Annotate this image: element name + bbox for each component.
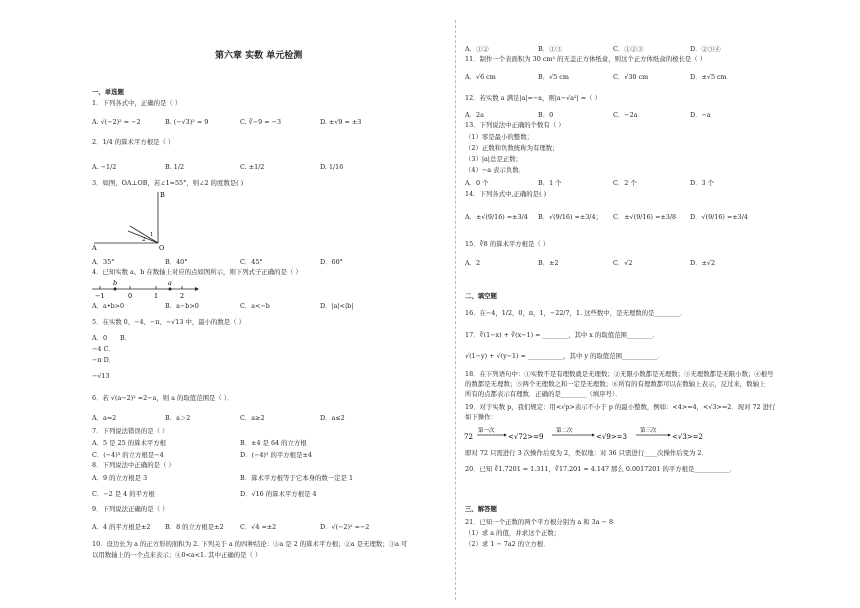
q10-option-d[interactable]: D．②③④ [690, 45, 721, 53]
q4-option-c[interactable]: C．a<−b [240, 302, 270, 310]
q13-option-c[interactable]: C．2 个 [613, 179, 637, 187]
q4-tick-label-2: 2 [180, 292, 185, 300]
q13-statement-1: （1）零是最小的整数； [465, 133, 533, 141]
q14-stem: 14．下列各式中,正确的是( ) [465, 190, 547, 198]
q19-line1: 19．对于实数 p，我们规定：用<√p>表示不小于 p 的最小整数，例如：<4>=4，<√3>=2．现对 72 进行 [465, 403, 776, 411]
q19-flow-arrowhead3 [668, 434, 671, 437]
q4-axis-arrow [195, 287, 199, 291]
q2-option-a[interactable]: A. −1/2 [92, 163, 117, 171]
q6-option-a[interactable]: A．a=2 [92, 414, 117, 422]
q20-stem: 20．已知 ∛1.7201 = 1.311，∛17.201 = 4.147 那么 0.0017201 的平方根是___________． [465, 465, 736, 473]
q9-option-c[interactable]: C．√4 =±2 [240, 523, 277, 531]
q4-label-b: b [113, 279, 118, 287]
q4-point-b [114, 288, 117, 291]
q4-label-a: a [168, 279, 172, 287]
q4-option-d[interactable]: D．|a|<|b| [320, 302, 354, 310]
q12-stem: 12．若实数 a 满足|a|=−a，则|a−√a²| =（ ） [465, 94, 601, 102]
q4-point-a [169, 288, 172, 291]
q15-option-b[interactable]: B．±2 [538, 259, 559, 267]
q2-stem: 2．1/4 的算术平方根是（ ） [92, 138, 175, 146]
q13-statement-2: （2）正数和负数统称为有理数； [465, 144, 559, 152]
q5-option-c[interactable]: −4 C． [92, 345, 115, 353]
q4-tick-label-neg1: −1 [95, 292, 105, 300]
q13-stem: 13．下列说法中正确的个数有（ ） [465, 121, 565, 129]
q13-option-b[interactable]: B．1 个 [538, 179, 562, 187]
q12-option-c[interactable]: C．−2a [613, 111, 638, 119]
q14-option-a[interactable]: A．±√(9/16) =±3/4 [465, 213, 528, 221]
right-page [430, 0, 860, 608]
q19-flow-value3: <√3>=2 [672, 433, 703, 441]
q3-option-c[interactable]: C．45° [240, 258, 263, 266]
section-single-choice: 一、单选题 [92, 88, 124, 96]
q4-option-a[interactable]: A．a•b>0 [92, 302, 125, 310]
q19-flow-step3-label: 第三次 [640, 428, 657, 434]
q3-label-a: A [92, 244, 97, 250]
q1-option-b[interactable]: B. (−√3)² = 9 [165, 118, 209, 126]
q1-option-c[interactable]: C. ∛−9 = −3 [240, 118, 282, 126]
q3-label-o: O [159, 244, 165, 250]
section-answer: 三、解答题 [465, 505, 497, 513]
q5-option-d-value: −√13 [92, 372, 110, 380]
q3-label-angle1: 1 [150, 232, 154, 238]
q19-flow-value1: <√72>=9 [508, 433, 544, 441]
q5-option-d[interactable]: −π D． [92, 356, 116, 364]
q1-stem: 1．下列各式中，正确的是（ ） [92, 99, 182, 107]
q13-option-d[interactable]: D．3 个 [690, 179, 715, 187]
q6-option-c[interactable]: C．a≥2 [240, 414, 265, 422]
q10-line2: 以用数轴上的一个点来表示；④0<a<1. 其中正确的是（ ） [92, 551, 262, 559]
q15-stem: 15．∛8 的算术平方根是（ ） [465, 240, 550, 248]
q5-option-b[interactable]: B． [120, 334, 132, 342]
q13-statement-3: （3）|a|总是正数； [465, 155, 522, 163]
q19-flow-arrowhead2 [592, 434, 595, 437]
q3-option-d[interactable]: D．60° [320, 258, 343, 266]
q12-option-a[interactable]: A．2a [465, 111, 484, 119]
q8-option-b[interactable]: B．算术平方根等于它本身的数一定是 1 [240, 474, 354, 482]
q6-option-b[interactable]: B．a＞2 [165, 414, 191, 422]
q11-stem: 11．制作一个表面积为 30 cm² 的无盖正方体纸盒，则这个正方体纸盒的棱长是（ ） [465, 55, 707, 63]
q12-option-d[interactable]: D．−a [690, 111, 711, 119]
q4-tick-label-0: 0 [128, 292, 133, 300]
q8-stem: 8．下列说法中正确的是（ ） [92, 461, 175, 469]
q2-option-c[interactable]: C. ±1/2 [240, 163, 265, 171]
q19-line2: 如下操作： [465, 413, 497, 421]
q1-option-a[interactable]: A. √(−2)² = −2 [92, 118, 141, 126]
q3-option-b[interactable]: B．40° [165, 258, 188, 266]
q13-option-a[interactable]: A．0 个 [465, 179, 489, 187]
q14-option-d[interactable]: D．√(9/16) =±3/4 [690, 213, 748, 221]
q16-stem: 16．在−4，1/2，0，π，1，−22/7，1. 这些数中，是无理数的是________． [465, 309, 687, 317]
q5-stem: 5．在实数 0、−4、−π、−√13 中，最小的数是（ ） [92, 318, 246, 326]
q21-part1: （1）求 a 的值，并求这个正数； [465, 529, 561, 537]
q19-flow-value2: <√9>=3 [596, 433, 627, 441]
q10-option-c[interactable]: C．①②③ [613, 45, 644, 53]
q11-option-d[interactable]: D．±√5 cm [690, 73, 727, 81]
q2-option-b[interactable]: B. 1/2 [165, 163, 185, 171]
q13-statement-4: （4）−a 表示负数． [465, 166, 525, 174]
q11-option-c[interactable]: C．√30 cm [613, 73, 649, 81]
q9-option-b[interactable]: B．8 的立方根是±2 [165, 523, 224, 531]
q9-stem: 9．下列说法正确的是（ ） [92, 505, 169, 513]
q3-label-angle2: 2 [142, 237, 146, 243]
q9-option-d[interactable]: D．√(−2)² =−2 [320, 523, 370, 531]
q9-option-a[interactable]: A．4 的平方根是±2 [92, 523, 151, 531]
q3-option-a[interactable]: A．35° [92, 258, 115, 266]
q3-stem: 3．如图，OA⊥OB，若∠1=55°，则∠2 的度数是( ) [92, 179, 244, 187]
q10-line1: 10．设边长为 a 的正方形的面积为 2. 下列关于 a 的四种结论：①a 是 2 的算术平方根；②a 是无理数；③a 可 [92, 540, 408, 548]
q15-option-d[interactable]: D．±√2 [690, 259, 716, 267]
q1-option-d[interactable]: D. ±√9 = ±3 [320, 118, 362, 126]
q18-line3: 所有的点都表示有理数．正确的是________（填序号）． [465, 390, 622, 398]
q15-option-c[interactable]: C．√2 [613, 259, 633, 267]
q6-option-d[interactable]: D．a≤2 [320, 414, 345, 422]
q14-option-c[interactable]: C．±√(9/16) =±3/8 [613, 213, 677, 221]
q19-flow-arrowhead1 [504, 434, 507, 437]
q21-part2: （2）求 1 − 7a2 的立方根． [465, 540, 550, 548]
q18-line2: 的数都是无理数；⑤两个无理数之和一定是无理数；⑥所有的有理数都可以在数轴上表示，反过来，数轴上 [465, 380, 766, 388]
section-fill-in: 二、填空题 [465, 292, 497, 300]
q8-option-d[interactable]: D．√16 的算术平方根是 4 [240, 490, 317, 498]
q19-line3: 即对 72 只需进行 3 次操作后变为 2，类似地：对 36 只需进行____次操作后变为 2． [465, 449, 708, 457]
q6-stem: 6．若 √(a−2)² =2−a，则 a 的取值范围是（ ）． [92, 394, 234, 402]
q18-line1: 18．在下列语句中：①实数不是有理数就是无理数；②无限小数都是无理数；③无理数都是无限小数；④根号 [465, 370, 774, 378]
q14-option-b[interactable]: B．√(9/16) =±3/4； [538, 213, 602, 221]
q11-option-a[interactable]: A．√6 cm [465, 73, 496, 81]
q3-label-b: B [160, 191, 165, 199]
q8-option-c[interactable]: C．−2 是 4 的平方根 [92, 490, 155, 498]
q12-option-b[interactable]: B．0 [538, 111, 554, 119]
q7-option-a[interactable]: A．5 是 25 的算术平方根 [92, 439, 167, 447]
q19-flow-step1-label: 第一次 [478, 428, 495, 434]
q5-option-a[interactable]: A．0 [92, 334, 108, 342]
q17-stem: 17．∛(1−x) + ∛(x−1) = ________，其中 x 的取值范围________． [465, 331, 659, 339]
q19-flow-start: 72 [464, 433, 473, 441]
page-title: 第六章 实数 单元检测 [215, 51, 303, 61]
q4-stem: 4．已知实数 a、b 在数轴上对应的点如图所示，则下列式子正确的是（ ） [92, 268, 302, 276]
q11-option-b[interactable]: B．√5 cm [538, 73, 569, 81]
q17-second-line: √(1−y) + √(y−1) = ___________，其中 y 的取值范围___________． [465, 352, 664, 360]
q15-option-a[interactable]: A．2 [465, 259, 481, 267]
q4-number-line [90, 277, 200, 301]
q10-option-a[interactable]: A．①② [465, 45, 489, 53]
q7-option-d[interactable]: D．(−4)² 的平方根是±4 [240, 451, 312, 459]
q8-option-a[interactable]: A．9 的立方根是 3 [92, 474, 148, 482]
q21-stem: 21．已知一个正数的两个平方根分别为 a 和 3a − 8 [465, 518, 614, 526]
q7-option-c[interactable]: C．(−4)³ 的立方根是−4 [92, 451, 164, 459]
q2-option-d[interactable]: D. 1/16 [320, 163, 344, 171]
q19-flow-step2-label: 第二次 [556, 428, 573, 434]
q10-option-b[interactable]: B．①③ [538, 45, 562, 53]
q3-angle-figure [90, 188, 180, 250]
q4-option-b[interactable]: B．a−b>0 [165, 302, 199, 310]
q7-option-b[interactable]: B．±4 是 64 的立方根 [240, 439, 307, 447]
q7-stem: 7．下列说法错误的是（ ） [92, 427, 169, 435]
q4-tick-label-1: 1 [154, 292, 159, 300]
q19-flow-diagram [464, 424, 724, 446]
